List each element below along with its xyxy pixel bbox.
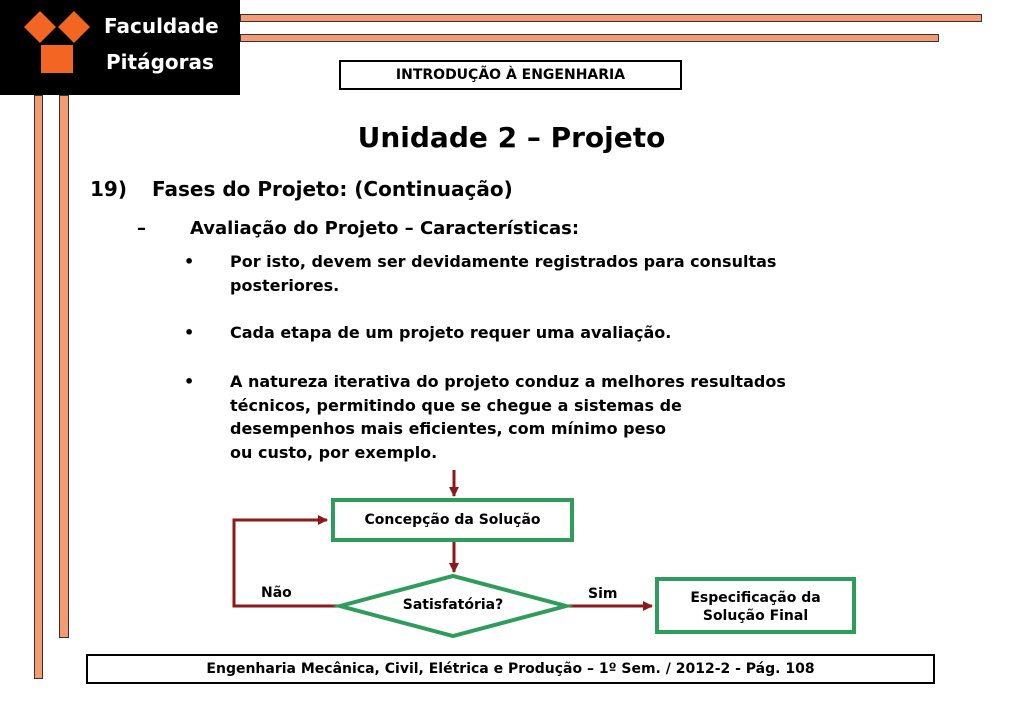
concept-box: Concepção da Solução [331,498,574,542]
yes-label: Sim [588,586,618,602]
subsection-heading: Avaliação do Projeto – Características: [190,218,580,239]
final-spec-box [655,577,856,634]
subsection-dash: – [137,218,146,239]
bullet-2-line-1: Cada etapa de um projeto requer uma avaliação. [230,323,672,342]
bullet-3-line-4: ou custo, por exemplo. [230,442,438,462]
slide-title: Unidade 2 – Projeto [357,121,666,154]
bullet-1-line-2: posteriores. [230,275,340,295]
final-spec-line-1: Especificação da [690,590,821,606]
bullet-symbol: • [184,252,195,271]
bullet-1-line-1: Por isto, devem ser devidamente registrados para consultas [230,252,777,271]
subject-banner: INTRODUÇÃO À ENGENHARIA [339,60,682,90]
footer-banner: Engenharia Mecânica, Civil, Elétrica e Produção – 1º Sem. / 2012-2 - Pág. 108 [86,654,935,684]
section-number: 19) [90,177,127,201]
bullet-3-line-1: A natureza iterativa do projeto conduz a melhores resultados [230,372,786,391]
bullet-3-line-2: técnicos, permitindo que se chegue a sistemas de [230,395,682,415]
bullet-3-line-3: desempenhos mais eficientes, com mínimo peso [230,419,666,438]
bullet-symbol: • [184,372,195,391]
decision-label: Satisfatória? [402,597,504,613]
logo-line-1: Faculdade [104,14,219,38]
no-label: Não [261,585,292,601]
final-spec-line-2: Solução Final [702,608,809,624]
logo-line-2: Pitágoras [106,50,214,74]
section-heading: Fases do Projeto: (Continuação) [152,177,513,201]
bullet-symbol: • [184,323,195,342]
